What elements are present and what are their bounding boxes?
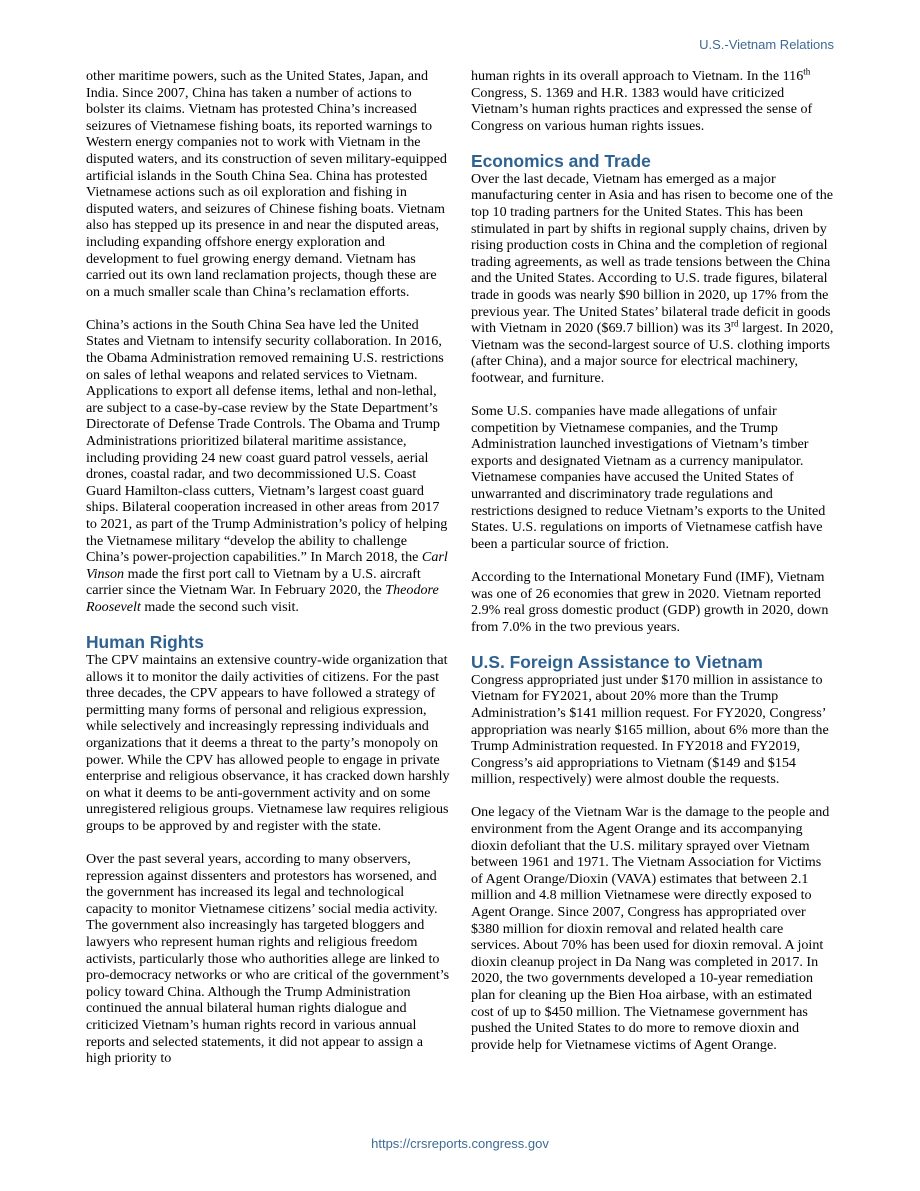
paragraph-repression: Over the past several years, according to many observers, repression against dissenters and protestors has worsened, and the government has increased its legal and technological capacity to monitor Vietnamese citizens’ social media activity. The government also increasingly has targeted bloggers and lawyers who represent human rights and religious freedom activists, particularly those who authorities allege are linked to pro-democracy networks or who are critical of the government’s policy toward China. Although the Trump Administration continued the annual bilateral human rights dialogue and criticized Vietnam’s human rights record in various annual reports and selected statements, it did not appear to assign a high priority to xyxy=(86,851,450,1067)
paragraph-imf-growth: According to the International Monetary Fund (IMF), Vietnam was one of 26 economies that grew in 2020. Vietnam reported 2.9% real gross domestic product (GDP) growth in 2020, down from 7.0% in the two previous years. xyxy=(471,568,829,635)
paragraph-unfair-competition: Some U.S. companies have made allegations of unfair competition by Vietnamese companies, and the Trump Administration launched investigations of Vietnam’s timber exports and designated Vietnam as a currency manipulator. Vietnamese companies have accused the United States of unwarranted and discriminatory trade regulations and restrictions designed to reduce Vietnam’s exports to the United States. U.S. regulations on imports of Vietnamese catfish have been a particular source of friction. xyxy=(471,403,826,552)
section-heading-human-rights: Human Rights xyxy=(86,632,204,652)
section-heading-economics-trade: Economics and Trade xyxy=(471,150,651,171)
paragraph-appropriations: Congress appropriated just under $170 million in assistance to Vietnam for FY2021, about 20% more than the Trump Administration’s $141 million request. For FY2020, Congress’ appropriation was nearly $165 million, about 6% more than the Trump Administration requested. In FY2018 and FY2019, Congress’s aid appropriations to Vietnam ($149 and $154 million, respectively) were almost double the requests. xyxy=(471,671,829,788)
paragraph-agent-orange: One legacy of the Vietnam War is the damage to the people and environment from the Agent Orange and its accompanying dioxin defoliant that the U.S. military sprayed over Vietnam between 1961 and 1971. The Vietnam Association for Victims of Agent Orange/Dioxin (VAVA) estimates that between 2.1 million and 4.8 million Vietnamese were directly exposed to Agent Orange. Since 2007, Congress has appropriated over $380 million for dioxin removal and related health care services. About 70% has been used for dioxin removal. A joint dioxin cleanup project in Da Nang was completed in 2017. In 2020, the two governments developed a 10-year remediation plan for cleaning up the Bien Hoa airbase, with an estimated cost of up to $450 million. The Vietnamese government has pushed the United States to do more to remove dioxin and provide help for Vietnamese victims of Agent Orange. xyxy=(471,804,830,1053)
paragraph-trade-overview: Over the last decade, Vietnam has emerged as a major manufacturing center in Asia and has risen to become one of the top 10 trading partners for the United States. This has been stimulated in part by shifts in regional supply chains, driven by rising production costs in China and the completion of regional trading agreements, as well as trade tensions between the China and the United States. According to U.S. trade figures, bilateral trade in goods was nearly $90 billion in 2020, up 17% from the previous year. The United States’ bilateral trade deficit in goods with Vietnam in 2020 ($69.7 billion) was its 3rd largest. In 2020, Vietnam was the second-largest source of U.S. clothing imports (after China), and a major source for electrical machinery, footwear, and furniture. xyxy=(471,170,834,386)
paragraph-maritime-claims: other maritime powers, such as the United States, Japan, and India. Since 2007, China has taken a number of actions to bolster its claims. Vietnam has protested China’s increased seizures of Vietnamese fishing boats, its reported warnings to Western energy companies not to work with Vietnam in the disputed waters, and its construction of seven military-equipped artificial islands in the South China Sea. China has protested Vietnamese actions such as oil exploration and fishing in disputed waters, and seizures of Chinese fishing boats. Vietnam also has stepped up its presence in and near the disputed areas, including expanding offshore energy exploration and development to fuel growing energy demand. Vietnam has carried out its own land reclamation projects, though these are on a much smaller scale than China’s reclamation efforts. xyxy=(86,68,447,300)
paragraph-cpv-monitoring: The CPV maintains an extensive country-wide organization that allows it to monitor the daily activities of citizens. For the past three decades, the CPV appears to have followed a strategy of permitting many forms of personal and religious expression, while selectively and increasingly repressing individuals and organizations that it deems a threat to the party’s monopoly on power. While the CPV has allowed people to engage in private enterprise and religious observance, it has cracked down harshly on what it deems to be anti-government activity and on some unregistered religious groups. Vietnamese law requires religious groups to be approved by and register with the state. xyxy=(86,652,450,834)
ship-name-carl-vinson: Carl Vinson xyxy=(86,549,448,582)
ship-name-theodore-roosevelt: Theodore Roosevelt xyxy=(86,582,439,615)
running-header: U.S.-Vietnam Relations xyxy=(699,37,834,52)
section-heading-foreign-assistance: U.S. Foreign Assistance to Vietnam xyxy=(471,651,763,672)
paragraph-security-collaboration: China’s actions in the South China Sea have led the United States and Vietnam to intensify security collaboration. In 2016, the Obama Administration removed remaining U.S. restrictions on sales of lethal weapons and related services to Vietnam. Applications to export all defense items, lethal and non-lethal, are subject to a case-by-case review by the State Department’s Directorate of Defense Trade Controls. The Obama and Trump Administrations prioritized bilateral maritime assistance, including providing 24 new coast guard patrol vessels, aerial drones, coastal radar, and two decommissioned U.S. Coast Guard Hamilton-class cutters, Vietnam’s largest coast guard ships. Bilateral cooperation increased in other areas from 2017 to 2021, as part of the Trump Administration’s policy of helping the Vietnamese military “develop the ability to challenge China’s power-projection capabilities.” In March 2018, the Carl Vinson made the first port call to Vietnam by a U.S. aircraft carrier since the Vietnam War. In February 2020, the Theodore Roosevelt made the second such visit. xyxy=(86,316,448,615)
footer-url[interactable]: https://crsreports.congress.gov xyxy=(371,1136,549,1151)
right-column xyxy=(471,68,835,1053)
paragraph-human-rights-congress: human rights in its overall approach to Vietnam. In the 116th Congress, S. 1369 and H.R. 1383 would have criticized Vietnam’s human rights practices and expressed the sense of Congress on various human rights issues. xyxy=(471,66,813,134)
left-column xyxy=(86,68,450,1067)
